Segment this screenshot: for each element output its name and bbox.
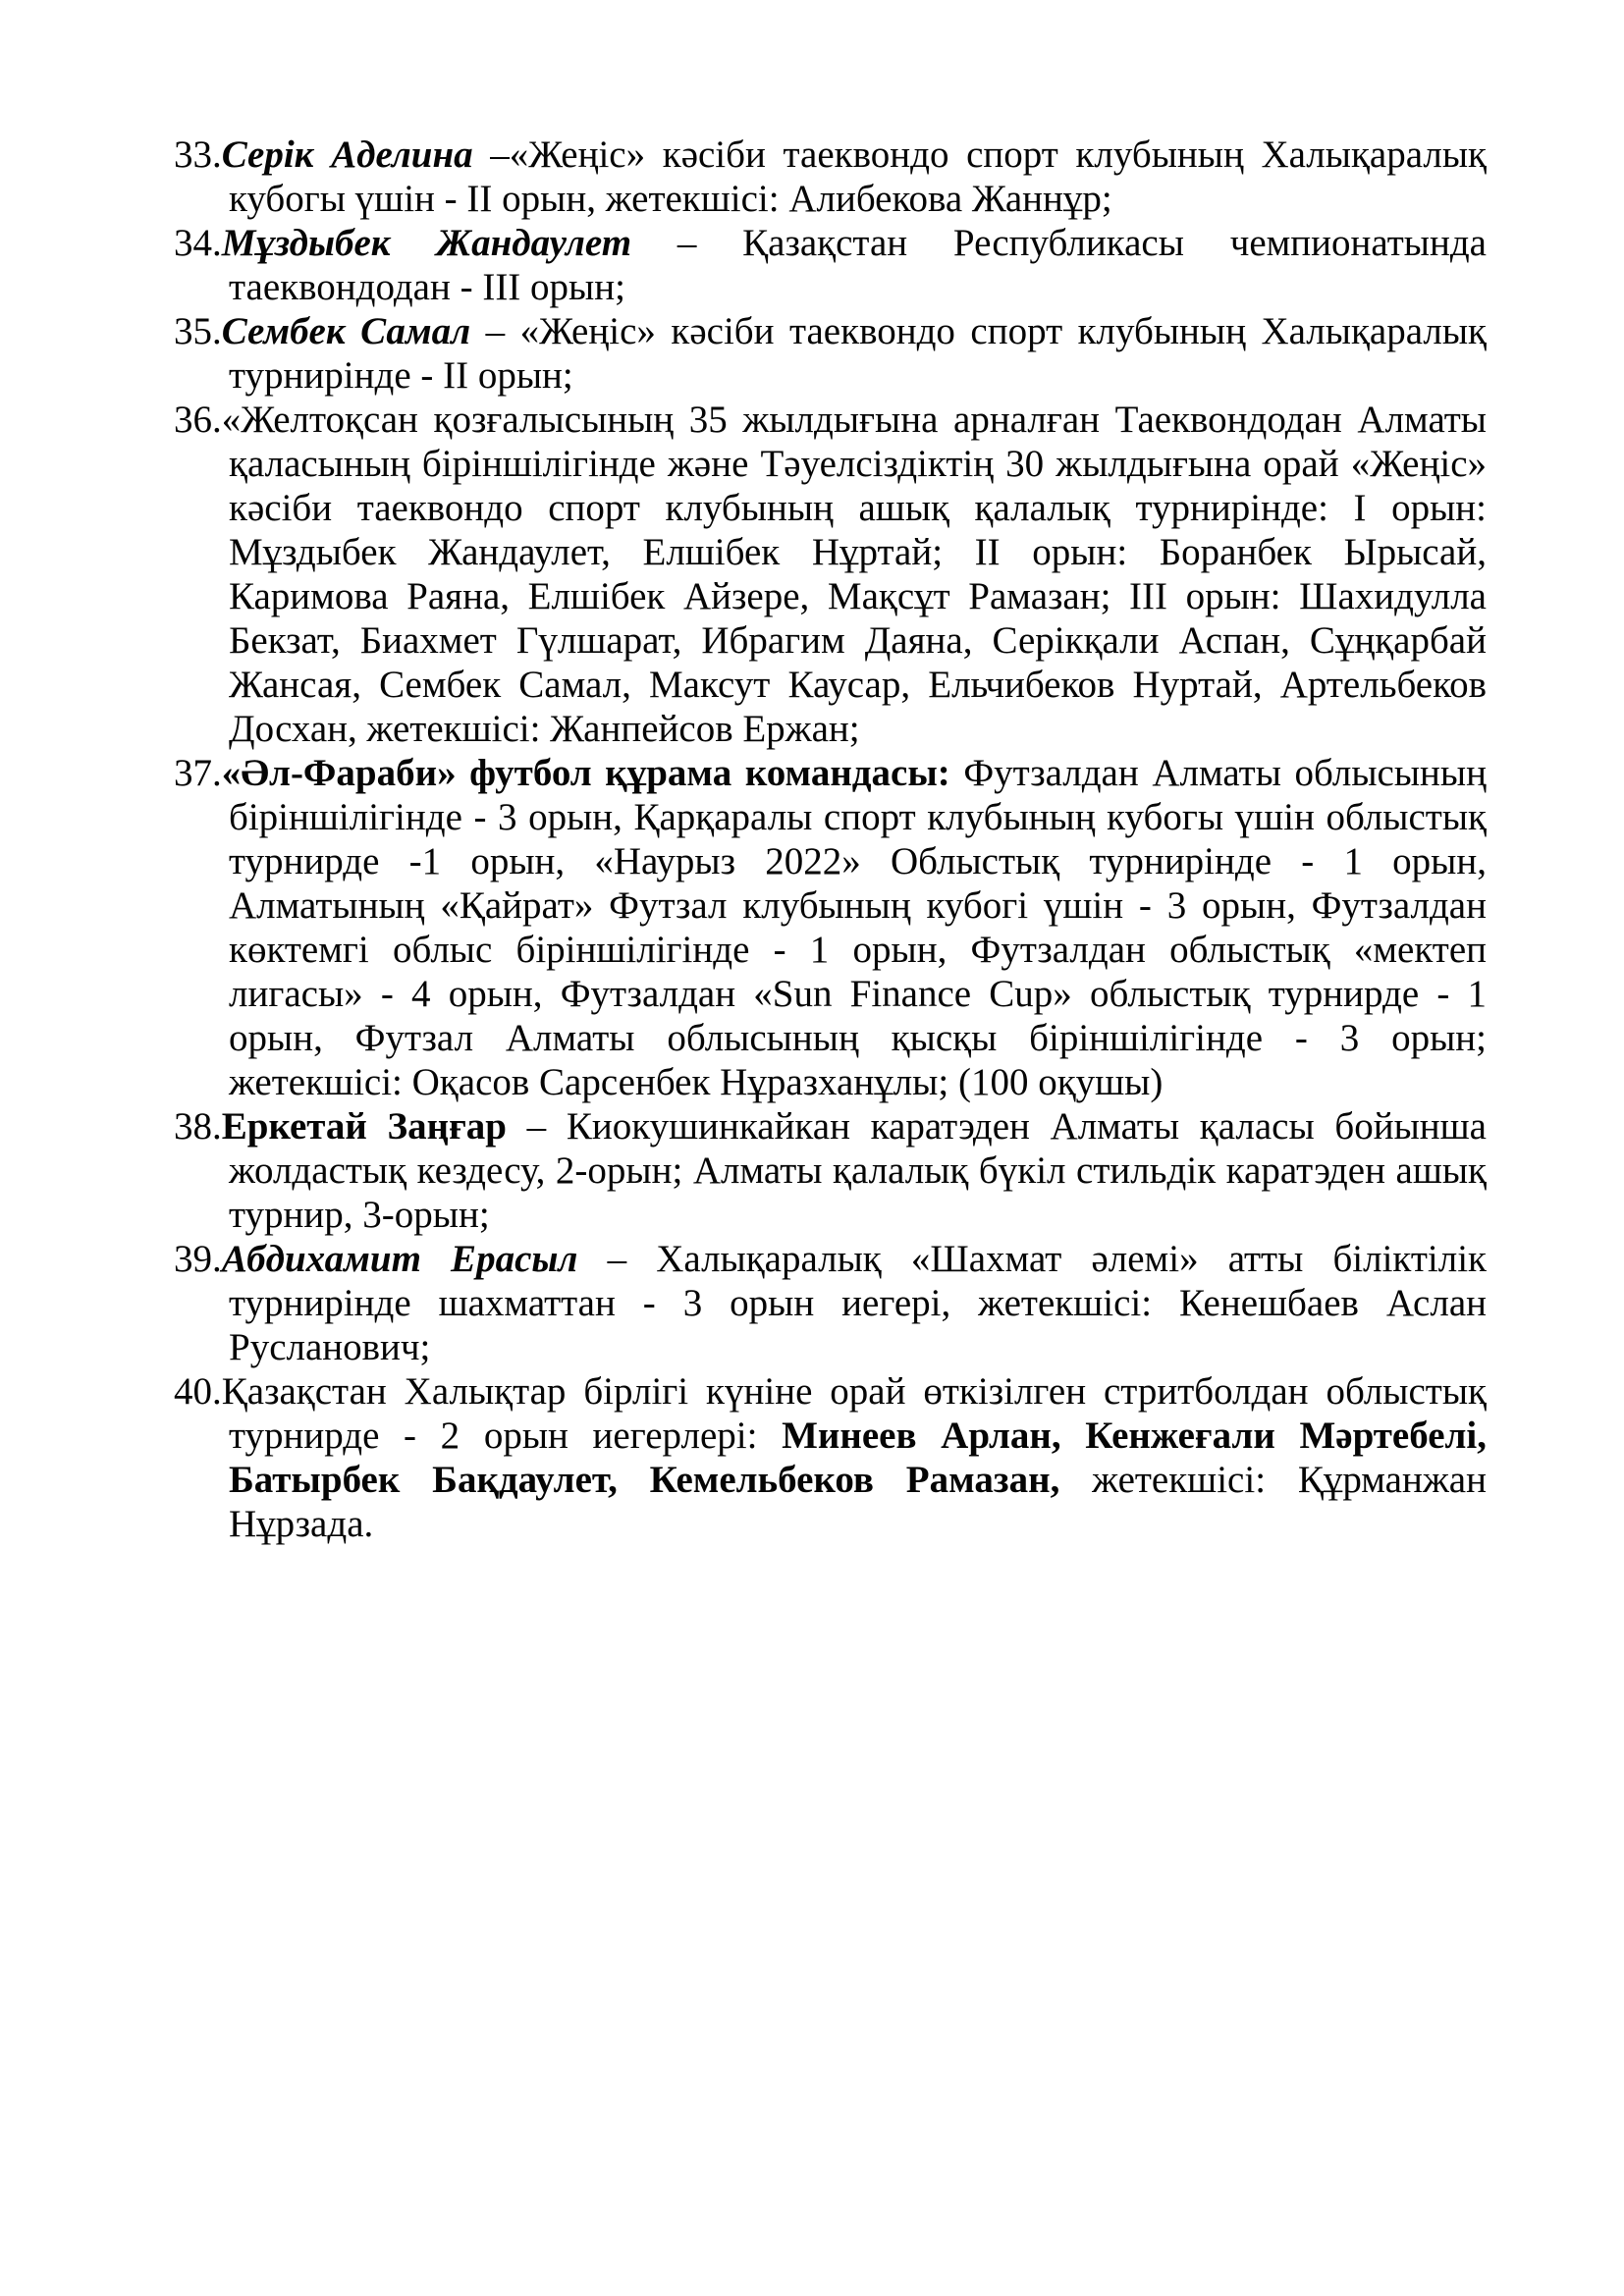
text-run: Абдихамит Ерасыл bbox=[221, 1238, 578, 1280]
list-item-number: 38. bbox=[174, 1105, 222, 1148]
list-item-number: 36. bbox=[174, 399, 222, 441]
list-item bbox=[174, 398, 1487, 751]
text-run: Қазақстан Халықтар бірлігі күніне орай өткізілген стритболдан облыстық турнирде - 2 орын иегерлері: bbox=[221, 1370, 1487, 1457]
text-run: Серік Аделина bbox=[221, 133, 473, 176]
list-item bbox=[174, 221, 1487, 309]
text-run: «Әл-Фараби» футбол құрама командасы: bbox=[221, 752, 950, 794]
list-item bbox=[174, 133, 1487, 221]
text-run: – Халықаралық «Шахмат әлемі» атты біліктілік турнирінде шахматтан - 3 орын иегері, жетекшісі: Кенешбаев Аслан Русланович; bbox=[229, 1238, 1487, 1368]
list-item-number: 34. bbox=[174, 222, 222, 264]
list-item-number: 37. bbox=[174, 752, 222, 794]
list-item bbox=[174, 309, 1487, 398]
list-item-number: 33. bbox=[174, 133, 222, 176]
list-item bbox=[174, 751, 1487, 1104]
text-run: «Желтоқсан қозғалысының 35 жылдығына арналған Таеквондодан Алматы қаласының біріншілігінде және Тәуелсіздіктің 30 жылдығына орай «Жеңіс» кәсіби таеквондо спорт клубының ашық қалалық турнирінде: I орын: Мұздыбек Жандаулет, Елшібек Нұртай; II орын: Боранбек Ырысай, Каримова Раяна, Елшібек Айзере, Мақсұт Рамазан; III орын: Шахидулла Бекзат, Биахмет Гүлшарат, Ибрагим Даяна, Серікқали Аспан, Сұңқарбай Жансая, Сембек Самал, Максут Каусар, Ельчибеков Нуртай, Артельбеков Досхан, жетекшісі: Жанпейсов Ержан; bbox=[221, 399, 1487, 750]
text-run: – Киокушинкайкан каратэден Алматы қаласы бойынша жолдастық кездесу, 2-орын; Алматы қалалық бүкіл стильдік каратэден ашық турнир, 3-орын; bbox=[229, 1105, 1487, 1236]
list-item bbox=[174, 1369, 1487, 1546]
text-run: Еркетай Заңғар bbox=[221, 1105, 507, 1148]
list-item bbox=[174, 1237, 1487, 1369]
text-run: Футзалдан Алматы облысының біріншілігінде - 3 орын, Қарқаралы спорт клубының кубогы үшін облыстық турнирде -1 орын, «Наурыз 2022» Облыстық турнирінде - 1 орын, Алматының «Қайрат» Футзал клубының кубогі үшін - 3 орын, Футзалдан көктемгі облыс біріншілігінде - 1 орын, Футзалдан облыстық «мектеп лигасы» - 4 орын, Футзалдан «Sun Finance Cup» облыстық турнирде - 1 орын, Футзал Алматы облысының қысқы біріншілігінде - 3 орын; жетекшісі: Оқасов Сарсенбек Нұразханұлы; (100 оқушы) bbox=[229, 752, 1487, 1103]
list-item-number: 39. bbox=[174, 1238, 222, 1280]
achievement-list bbox=[174, 133, 1487, 1546]
text-run: Минеев Арлан, Кенжеғали Мәртебелі, Батырбек Бақдаулет, Кемельбеков Рамазан, bbox=[229, 1415, 1487, 1501]
text-run: Сембек Самал bbox=[221, 310, 471, 352]
list-item-number: 35. bbox=[174, 310, 222, 352]
text-run: –«Жеңіс» кәсіби таеквондо спорт клубының Халықаралық кубогы үшін - II орын, жетекшісі: Алибекова Жаннұр; bbox=[229, 133, 1487, 220]
text-run: жетекшісі: Құрманжан Нұрзада. bbox=[229, 1459, 1487, 1545]
text-run: Мұздыбек Жандаулет bbox=[221, 222, 632, 264]
list-item bbox=[174, 1104, 1487, 1237]
list-item-number: 40. bbox=[174, 1370, 222, 1413]
text-run: – Қазақстан Республикасы чемпионатында таеквондодан - III орын; bbox=[229, 222, 1487, 308]
text-run: – «Жеңіс» кәсіби таеквондо спорт клубының Халықаралық турнирінде - II орын; bbox=[229, 310, 1487, 397]
